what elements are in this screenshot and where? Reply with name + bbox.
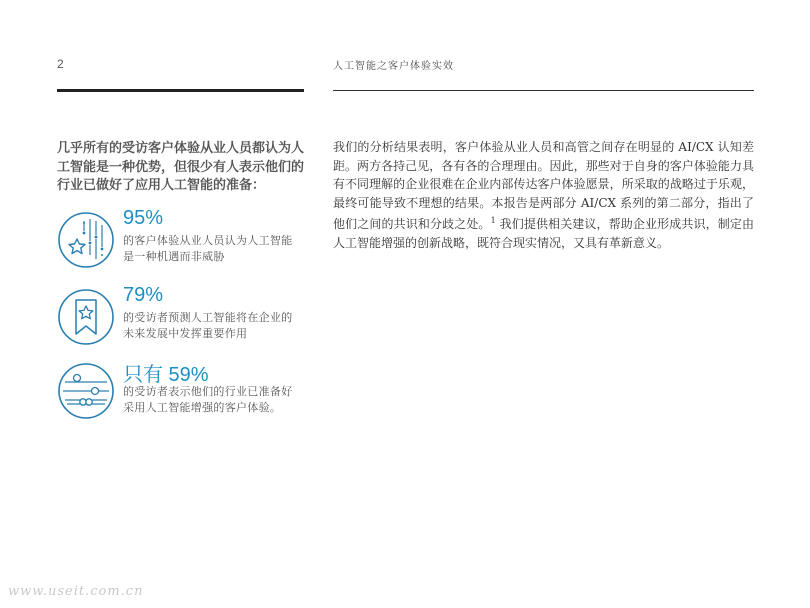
body-text-continued: 我们提供相关建议，帮助企业形成共识，制定由人工智能增强的创新战略，既符合现实情况，又具有革新意义。 — [333, 217, 754, 250]
stat-value: 95% — [123, 207, 164, 229]
sliders-icon — [57, 362, 115, 420]
stat-item — [57, 207, 307, 277]
stat-item — [57, 362, 307, 428]
intro-heading: 几乎所有的受访客户体验从业人员都认为人工智能是一种优势，但很少有人表示他们的行业已做好了应用人工智能的准备： — [57, 141, 305, 193]
stat-value: 只有 59% — [123, 364, 209, 386]
star-circuit-icon — [57, 211, 115, 269]
left-divider — [57, 89, 304, 92]
body-paragraph — [333, 138, 754, 252]
star-bookmark-icon — [57, 288, 115, 346]
right-divider — [333, 90, 754, 91]
watermark: www.useit.com.cn — [8, 584, 144, 599]
footnote-ref[interactable]: 1 — [490, 216, 496, 225]
stat-value: 79% — [123, 284, 164, 306]
stat-description: 的受访者表示他们的行业已准备好采用人工智能增强的客户体验。 — [123, 385, 293, 414]
running-title: 人工智能之客户体验实效 — [333, 61, 454, 72]
stat-description: 的受访者预测人工智能将在企业的未来发展中发挥重要作用 — [123, 311, 293, 340]
page-number: 2 — [57, 57, 64, 71]
body-text: 我们的分析结果表明，客户体验从业人员和高管之间存在明显的 AI/CX 认知差距。两方各持己见，各有各的合理理由。因此，那些对于自身的客户体验能力具有不同理解的企业很难在企业内部传达客户体验愿景，所采取的战略过于乐观，最终可能导致不理想的结果。本报告是两部分 AI/CX 系列的第二部分，指出了他们之间的共识和分歧之处。 — [333, 140, 754, 231]
stat-item — [57, 284, 307, 354]
stat-description: 的客户体验从业人员认为人工智能是一种机遇而非威胁 — [123, 234, 293, 263]
